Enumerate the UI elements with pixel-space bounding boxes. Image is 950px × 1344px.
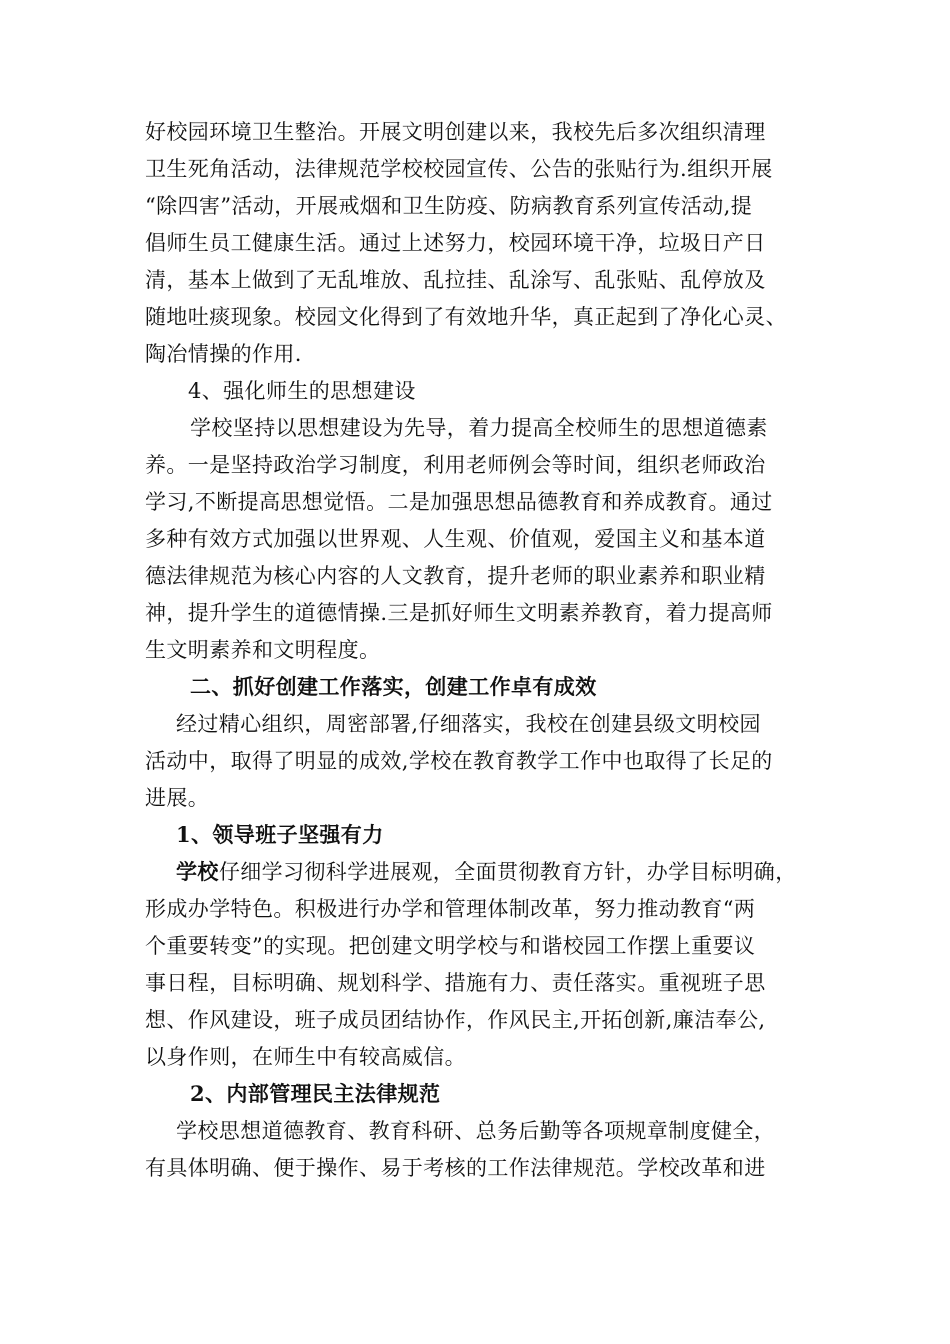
paragraph-line: 有具体明确、便于操作、易于考核的工作法律规范。学校改革和进: [145, 1156, 766, 1180]
paragraph-line: 活动中，取得了明显的成效,学校在教育教学工作中也取得了长足的: [145, 749, 773, 773]
paragraph-line: 学习,不断提高思想觉悟。二是加强思想品德教育和养成教育。通过: [145, 490, 773, 514]
paragraph-line: 事日程，目标明确、规划科学、措施有力、责任落实。重视班子思: [145, 971, 766, 995]
paragraph-line: 想、作风建设，班子成员团结协作，作风民主,开拓创新,廉洁奉公,: [145, 1008, 766, 1032]
paragraph-line: 多种有效方式加强以世界观、人生观、价值观，爱国主义和基本道: [145, 527, 766, 551]
paragraph-line: 好校园环境卫生整治。开展文明创建以来，我校先后多次组织清理: [145, 120, 766, 144]
paragraph-line: 进展。: [145, 786, 210, 810]
paragraph-line: 随地吐痰现象。校园文化得到了有效地升华，真正起到了净化心灵、: [145, 305, 787, 329]
paragraph-line: 清，基本上做到了无乱堆放、乱拉挂、乱涂写、乱张贴、乱停放及: [145, 268, 766, 292]
paragraph-line: 形成办学特色。积极进行办学和管理体制改革，努力推动教育“两: [145, 897, 756, 921]
paragraph-line: 学校思想道德教育、教育科研、总务后勤等各项规章制度健全，: [176, 1119, 776, 1143]
paragraph-lead-rest: 仔细学习彻科学进展观，全面贯彻教育方针，办学目标明确，: [218, 860, 797, 884]
subheading: 2、内部管理民主法律规范: [190, 1081, 441, 1106]
paragraph-line: 学校坚持以思想建设为先导，着力提高全校师生的思想道德素: [190, 416, 768, 440]
paragraph-line: 德法律规范为核心内容的人文教育，提升老师的职业素养和职业精: [145, 564, 766, 588]
paragraph-line: 陶冶情操的作用.: [145, 342, 302, 366]
paragraph-line: 经过精心组织，周密部署,仔细落实，我校在创建县级文明校园: [176, 712, 761, 736]
paragraph-line: 生文明素养和文明程度。: [145, 638, 381, 662]
paragraph-line: “除四害”活动，开展戒烟和卫生防疫、防病教育系列宣传活动,提: [145, 194, 753, 218]
paragraph-lead-bold: 学校: [176, 859, 219, 884]
paragraph-line: 神，提升学生的道德情操.三是抓好师生文明素养教育，着力提高师: [145, 601, 773, 625]
paragraph-line: 倡师生员工健康生活。通过上述努力，校园环境干净，垃圾日产日: [145, 231, 766, 255]
paragraph-line: 养。一是坚持政治学习制度，利用老师例会等时间，组织老师政治: [145, 453, 766, 477]
paragraph-line: 个重要转变”的实现。把创建文明学校与和谐校园工作摆上重要议: [145, 934, 756, 958]
paragraph-line: 以身作则，在师生中有较高威信。: [145, 1045, 466, 1069]
paragraph-line: 卫生死角活动，法律规范学校校园宣传、公告的张贴行为.组织开展: [145, 157, 773, 181]
section-heading: 二、抓好创建工作落实，创建工作卓有成效: [190, 674, 597, 699]
subheading: 4、强化师生的思想建设: [188, 379, 416, 403]
paragraph-line: [176, 858, 797, 886]
subheading: 1、领导班子坚强有力: [176, 822, 384, 847]
